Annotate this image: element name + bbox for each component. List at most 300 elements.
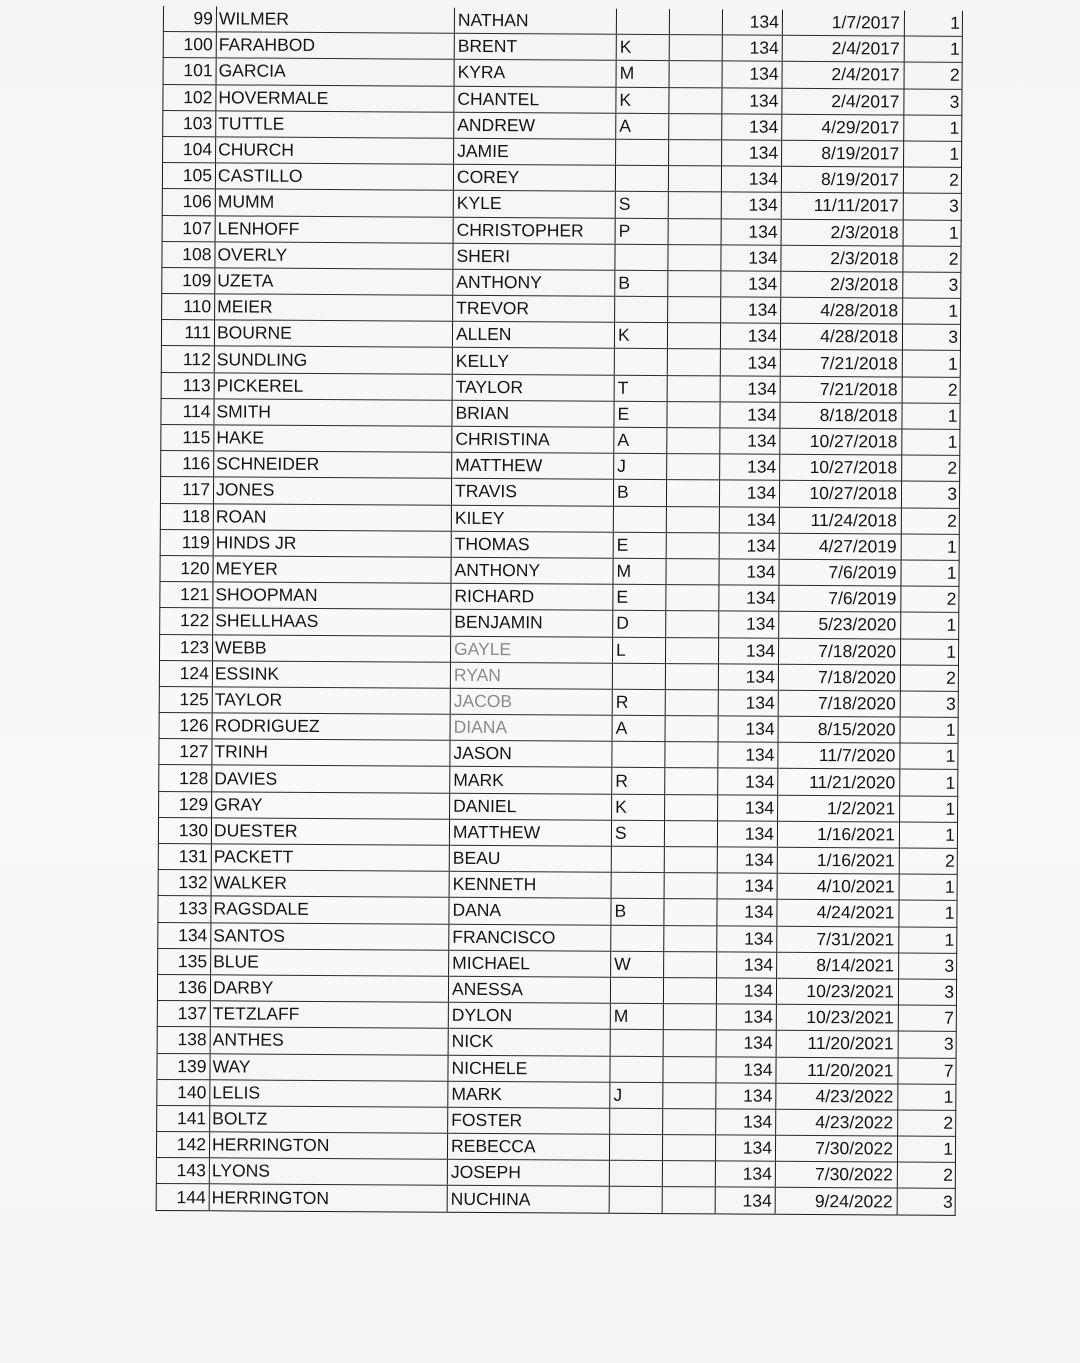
blank-cell xyxy=(667,454,720,481)
row-number: 116 xyxy=(161,451,214,478)
count-value: 1 xyxy=(899,822,957,849)
row-number: 133 xyxy=(158,896,211,923)
blank-cell xyxy=(666,611,719,638)
count-value: 1 xyxy=(899,900,957,927)
last-name: GARCIA xyxy=(216,58,454,86)
code-value: 134 xyxy=(716,1004,776,1031)
date-value: 1/16/2021 xyxy=(777,847,899,874)
code-value: 134 xyxy=(722,61,782,88)
row-number: 128 xyxy=(159,765,212,792)
count-value: 1 xyxy=(900,796,958,823)
blank-cell xyxy=(665,716,718,743)
code-value: 134 xyxy=(721,297,781,324)
first-name: NICK xyxy=(448,1029,610,1056)
code-value: 134 xyxy=(717,899,777,926)
middle-initial: R xyxy=(612,689,665,716)
roster-body xyxy=(156,6,962,1215)
code-value: 134 xyxy=(722,140,782,167)
row-number: 137 xyxy=(157,1001,210,1028)
first-name: THOMAS xyxy=(451,531,613,558)
first-name: GAYLE xyxy=(450,636,612,663)
code-value: 134 xyxy=(722,87,782,114)
middle-initial: K xyxy=(612,794,665,821)
code-value: 134 xyxy=(721,166,781,193)
count-value: 3 xyxy=(902,324,960,351)
blank-cell xyxy=(663,1082,716,1109)
first-name: NATHAN xyxy=(454,8,616,35)
last-name: DAVIES xyxy=(212,765,450,793)
code-value: 134 xyxy=(717,925,777,952)
middle-initial: M xyxy=(613,558,666,585)
date-value: 7/30/2022 xyxy=(775,1135,897,1162)
count-value: 2 xyxy=(898,1110,956,1137)
middle-initial: M xyxy=(616,61,669,88)
code-value: 134 xyxy=(716,1030,776,1057)
row-number: 114 xyxy=(161,398,214,425)
code-value: 134 xyxy=(719,611,779,638)
code-value: 134 xyxy=(720,349,780,376)
code-value: 134 xyxy=(722,35,782,62)
first-name: CHRISTOPHER xyxy=(453,217,615,244)
blank-cell xyxy=(666,506,719,533)
middle-initial xyxy=(615,165,668,192)
date-value: 10/27/2018 xyxy=(780,428,902,455)
row-number: 130 xyxy=(158,817,211,844)
last-name: DUESTER xyxy=(211,818,449,846)
blank-cell xyxy=(665,663,718,690)
middle-initial xyxy=(614,349,667,376)
first-name: MATTHEW xyxy=(449,819,611,846)
blank-cell xyxy=(664,899,717,926)
blank-cell xyxy=(667,323,720,350)
middle-initial: B xyxy=(613,480,666,507)
middle-initial xyxy=(609,1134,662,1161)
blank-cell xyxy=(664,951,717,978)
blank-cell xyxy=(668,218,721,245)
code-value: 134 xyxy=(719,533,779,560)
last-name: PACKETT xyxy=(211,844,449,872)
last-name: HAKE xyxy=(214,425,452,453)
count-value: 2 xyxy=(897,1162,955,1189)
first-name: JAMIE xyxy=(454,138,616,165)
blank-cell xyxy=(662,1135,715,1162)
code-value: 134 xyxy=(722,114,782,141)
date-value: 10/27/2018 xyxy=(779,481,901,508)
count-value: 1 xyxy=(904,141,962,168)
first-name: FOSTER xyxy=(448,1107,610,1134)
first-name: MATTHEW xyxy=(452,452,614,479)
count-value: 1 xyxy=(898,1084,956,1111)
middle-initial xyxy=(613,506,666,533)
date-value: 2/4/2017 xyxy=(782,62,904,89)
date-value: 2/4/2017 xyxy=(782,88,904,115)
blank-cell xyxy=(666,480,719,507)
date-value: 7/6/2019 xyxy=(779,559,901,586)
count-value: 2 xyxy=(903,167,961,194)
first-name: KELLY xyxy=(452,348,614,375)
first-name: ANDREW xyxy=(454,112,616,139)
middle-initial: A xyxy=(612,715,665,742)
count-value: 1 xyxy=(902,403,960,430)
first-name: BEAU xyxy=(449,845,611,872)
first-name: MARK xyxy=(448,1081,610,1108)
count-value: 3 xyxy=(900,691,958,718)
blank-cell xyxy=(666,585,719,612)
last-name: ANTHES xyxy=(210,1027,448,1055)
code-value: 134 xyxy=(717,952,777,979)
middle-initial xyxy=(615,296,668,323)
last-name: CASTILLO xyxy=(215,163,453,191)
last-name: WALKER xyxy=(211,870,449,898)
last-name: BOLTZ xyxy=(210,1106,448,1134)
date-value: 10/23/2021 xyxy=(776,978,898,1005)
date-value: 2/3/2018 xyxy=(781,219,903,246)
row-number: 138 xyxy=(157,1027,210,1054)
last-name: SUNDLING xyxy=(214,346,452,374)
row-number: 103 xyxy=(163,110,216,137)
first-name: MICHAEL xyxy=(449,950,611,977)
date-value: 8/14/2021 xyxy=(777,952,899,979)
date-value: 4/10/2021 xyxy=(777,873,899,900)
row-number: 136 xyxy=(157,974,210,1001)
blank-cell xyxy=(669,61,722,88)
middle-initial: S xyxy=(615,192,668,219)
blank-cell xyxy=(668,297,721,324)
last-name: MEIER xyxy=(215,294,453,322)
row-number: 101 xyxy=(163,58,216,85)
count-value: 1 xyxy=(904,11,962,37)
date-value: 4/23/2022 xyxy=(776,1083,898,1110)
middle-initial: J xyxy=(614,453,667,480)
date-value: 11/21/2020 xyxy=(778,769,900,796)
code-value: 134 xyxy=(720,428,780,455)
date-value: 4/28/2018 xyxy=(781,297,903,324)
count-value: 2 xyxy=(901,508,959,535)
last-name: HINDS JR xyxy=(213,530,451,558)
row-number: 144 xyxy=(156,1184,209,1211)
first-name: COREY xyxy=(453,164,615,191)
middle-initial xyxy=(609,1187,662,1214)
middle-initial: J xyxy=(610,1082,663,1109)
count-value: 2 xyxy=(899,848,957,875)
first-name: DANA xyxy=(449,898,611,925)
middle-initial xyxy=(611,872,664,899)
roster-table xyxy=(156,6,963,1215)
blank-cell xyxy=(665,742,718,769)
date-value: 1/7/2017 xyxy=(782,10,904,36)
count-value: 1 xyxy=(900,639,958,666)
date-value: 7/18/2020 xyxy=(778,638,900,665)
last-name: TETZLAFF xyxy=(210,1001,448,1029)
count-value: 1 xyxy=(903,220,961,247)
code-value: 134 xyxy=(718,637,778,664)
last-name: TUTTLE xyxy=(216,111,454,139)
blank-cell xyxy=(663,978,716,1005)
first-name: RICHARD xyxy=(451,583,613,610)
count-value: 1 xyxy=(904,115,962,142)
date-value: 8/19/2017 xyxy=(782,140,904,167)
blank-cell xyxy=(662,1161,715,1188)
count-value: 3 xyxy=(898,979,956,1006)
blank-cell xyxy=(668,166,721,193)
middle-initial: E xyxy=(614,401,667,428)
last-name: LELIS xyxy=(210,1079,448,1107)
last-name: WAY xyxy=(210,1053,448,1081)
code-value: 134 xyxy=(718,690,778,717)
date-value: 7/30/2022 xyxy=(775,1162,897,1189)
last-name: CHURCH xyxy=(216,137,454,165)
last-name: TRINH xyxy=(212,739,450,767)
middle-initial: E xyxy=(613,584,666,611)
row-number: 115 xyxy=(161,424,214,451)
row-number: 143 xyxy=(156,1158,209,1185)
middle-initial: K xyxy=(616,87,669,114)
first-name: TREVOR xyxy=(453,295,615,322)
last-name: FARAHBOD xyxy=(216,32,454,60)
middle-initial xyxy=(616,9,669,35)
first-name: DYLON xyxy=(448,1002,610,1029)
middle-initial xyxy=(610,1108,663,1135)
last-name: TAYLOR xyxy=(212,687,450,715)
middle-initial: L xyxy=(612,637,665,664)
blank-cell xyxy=(663,1056,716,1083)
code-value: 134 xyxy=(716,1109,776,1136)
last-name: SCHNEIDER xyxy=(214,451,452,479)
table-row xyxy=(156,1184,955,1215)
last-name: LENHOFF xyxy=(215,215,453,243)
first-name: MARK xyxy=(450,767,612,794)
code-value: 134 xyxy=(721,218,781,245)
last-name: ESSINK xyxy=(212,661,450,689)
middle-initial: K xyxy=(614,323,667,350)
code-value: 134 xyxy=(716,1083,776,1110)
first-name: TAYLOR xyxy=(452,374,614,401)
count-value: 7 xyxy=(898,1058,956,1085)
last-name: HOVERMALE xyxy=(216,84,454,112)
code-value: 134 xyxy=(719,585,779,612)
first-name: JOSEPH xyxy=(447,1160,609,1187)
blank-cell xyxy=(669,113,722,140)
count-value: 7 xyxy=(898,1005,956,1032)
count-value: 1 xyxy=(904,36,962,63)
middle-initial xyxy=(612,742,665,769)
row-number: 112 xyxy=(161,346,214,373)
blank-cell xyxy=(665,637,718,664)
row-number: 104 xyxy=(163,136,216,163)
count-value: 1 xyxy=(901,534,959,561)
last-name: MEYER xyxy=(213,556,451,584)
code-value: 134 xyxy=(715,1187,775,1214)
blank-cell xyxy=(664,925,717,952)
count-value: 3 xyxy=(904,89,962,116)
blank-cell xyxy=(667,349,720,376)
row-number: 122 xyxy=(160,608,213,635)
blank-cell xyxy=(669,140,722,167)
date-value: 2/3/2018 xyxy=(781,245,903,272)
blank-cell xyxy=(666,532,719,559)
code-value: 134 xyxy=(719,506,779,533)
first-name: ALLEN xyxy=(452,322,614,349)
first-name: DIANA xyxy=(450,714,612,741)
blank-cell xyxy=(665,689,718,716)
last-name: HERRINGTON xyxy=(209,1132,447,1160)
row-number: 108 xyxy=(162,241,215,268)
code-value: 134 xyxy=(716,1056,776,1083)
code-value: 134 xyxy=(717,821,777,848)
count-value: 1 xyxy=(901,612,959,639)
last-name: BLUE xyxy=(211,949,449,977)
blank-cell xyxy=(667,428,720,455)
row-number: 102 xyxy=(163,84,216,111)
row-number: 129 xyxy=(159,791,212,818)
row-number: 119 xyxy=(160,529,213,556)
date-value: 1/16/2021 xyxy=(777,821,899,848)
count-value: 2 xyxy=(903,246,961,273)
blank-cell xyxy=(664,820,717,847)
middle-initial xyxy=(610,1056,663,1083)
count-value: 1 xyxy=(899,874,957,901)
code-value: 134 xyxy=(718,768,778,795)
blank-cell xyxy=(665,794,718,821)
date-value: 4/23/2022 xyxy=(776,1109,898,1136)
middle-initial: R xyxy=(612,768,665,795)
last-name: HERRINGTON xyxy=(209,1184,447,1212)
middle-initial: D xyxy=(613,611,666,638)
row-number: 124 xyxy=(159,660,212,687)
date-value: 10/23/2021 xyxy=(776,1004,898,1031)
middle-initial: A xyxy=(614,427,667,454)
first-name: KYRA xyxy=(454,60,616,87)
count-value: 1 xyxy=(901,560,959,587)
last-name: OVERLY xyxy=(215,242,453,270)
middle-initial: E xyxy=(613,532,666,559)
middle-initial: M xyxy=(610,1003,663,1030)
count-value: 2 xyxy=(900,665,958,692)
first-name: NUCHINA xyxy=(447,1186,609,1213)
date-value: 7/21/2018 xyxy=(780,350,902,377)
row-number: 106 xyxy=(162,189,215,216)
middle-initial xyxy=(611,925,664,952)
first-name: BENJAMIN xyxy=(451,610,613,637)
date-value: 11/20/2021 xyxy=(776,1057,898,1084)
last-name: BOURNE xyxy=(214,320,452,348)
row-number: 105 xyxy=(162,163,215,190)
count-value: 1 xyxy=(902,350,960,377)
last-name: MUMM xyxy=(215,189,453,217)
blank-cell xyxy=(667,401,720,428)
middle-initial: B xyxy=(611,899,664,926)
count-value: 3 xyxy=(899,953,957,980)
last-name: ROAN xyxy=(213,503,451,531)
blank-cell xyxy=(665,768,718,795)
date-value: 7/31/2021 xyxy=(777,926,899,953)
middle-initial: B xyxy=(615,270,668,297)
count-value: 1 xyxy=(903,298,961,325)
blank-cell xyxy=(669,35,722,62)
date-value: 8/15/2020 xyxy=(778,716,900,743)
count-value: 3 xyxy=(898,1031,956,1058)
count-value: 1 xyxy=(899,927,957,954)
last-name: DARBY xyxy=(210,975,448,1003)
code-value: 134 xyxy=(718,795,778,822)
date-value: 2/3/2018 xyxy=(781,271,903,298)
code-value: 134 xyxy=(719,480,779,507)
date-value: 7/18/2020 xyxy=(778,664,900,691)
first-name: CHRISTINA xyxy=(452,426,614,453)
date-value: 7/18/2020 xyxy=(778,690,900,717)
count-value: 1 xyxy=(900,743,958,770)
code-value: 134 xyxy=(717,873,777,900)
first-name: SHERI xyxy=(453,243,615,270)
blank-cell xyxy=(663,1108,716,1135)
middle-initial: W xyxy=(611,951,664,978)
row-number: 99 xyxy=(163,6,216,32)
row-number: 142 xyxy=(156,1132,209,1159)
middle-initial: T xyxy=(614,375,667,402)
first-name: FRANCISCO xyxy=(449,924,611,951)
count-value: 2 xyxy=(902,377,960,404)
first-name: RYAN xyxy=(450,662,612,689)
first-name: NICHELE xyxy=(448,1055,610,1082)
code-value: 134 xyxy=(720,323,780,350)
first-name: BRIAN xyxy=(452,400,614,427)
blank-cell xyxy=(668,270,721,297)
date-value: 8/19/2017 xyxy=(781,166,903,193)
row-number: 111 xyxy=(161,320,214,347)
middle-initial: S xyxy=(611,820,664,847)
code-value: 134 xyxy=(721,192,781,219)
middle-initial xyxy=(611,846,664,873)
count-value: 1 xyxy=(900,717,958,744)
date-value: 11/20/2021 xyxy=(776,1031,898,1058)
middle-initial xyxy=(615,244,668,271)
blank-cell xyxy=(663,1004,716,1031)
code-value: 134 xyxy=(720,454,780,481)
code-value: 134 xyxy=(719,559,779,586)
row-number: 123 xyxy=(160,634,213,661)
row-number: 120 xyxy=(160,555,213,582)
row-number: 139 xyxy=(157,1053,210,1080)
first-name: ANESSA xyxy=(448,976,610,1003)
row-number: 134 xyxy=(158,922,211,949)
first-name: TRAVIS xyxy=(451,479,613,506)
last-name: SHELLHAAS xyxy=(213,608,451,636)
last-name: JONES xyxy=(213,477,451,505)
middle-initial xyxy=(616,139,669,166)
row-number: 135 xyxy=(158,948,211,975)
count-value: 3 xyxy=(903,193,961,220)
date-value: 9/24/2022 xyxy=(775,1188,897,1215)
blank-cell xyxy=(668,244,721,271)
code-value: 134 xyxy=(718,664,778,691)
last-name: PICKEREL xyxy=(214,372,452,400)
row-number: 118 xyxy=(160,503,213,530)
row-number: 140 xyxy=(157,1079,210,1106)
code-value: 134 xyxy=(720,402,780,429)
row-number: 107 xyxy=(162,215,215,242)
date-value: 4/28/2018 xyxy=(780,324,902,351)
count-value: 3 xyxy=(903,272,961,299)
row-number: 131 xyxy=(158,843,211,870)
last-name: RODRIGUEZ xyxy=(212,713,450,741)
middle-initial xyxy=(609,1160,662,1187)
blank-cell xyxy=(667,375,720,402)
row-number: 117 xyxy=(160,477,213,504)
first-name: KILEY xyxy=(451,505,613,532)
blank-cell xyxy=(669,9,722,35)
blank-cell xyxy=(662,1187,715,1214)
last-name: SHOOPMAN xyxy=(213,582,451,610)
